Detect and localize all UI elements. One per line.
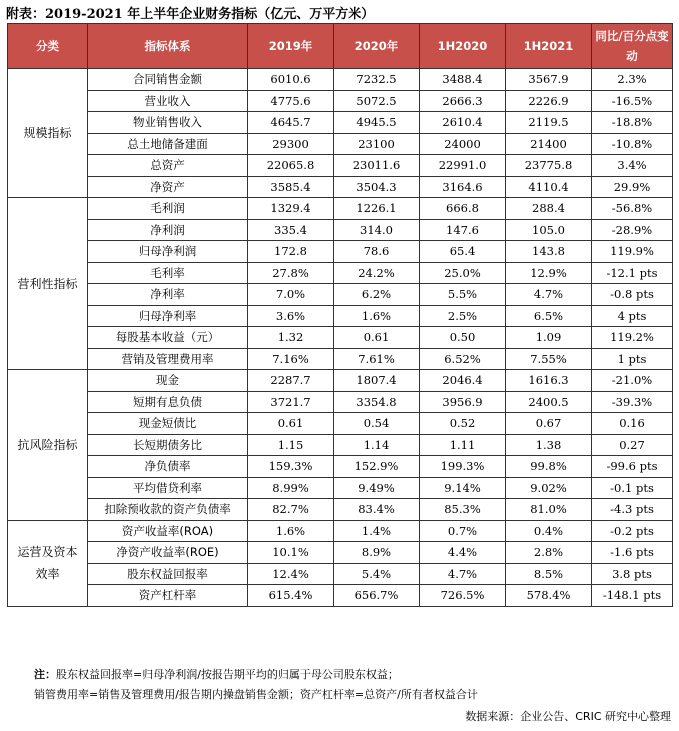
footnotes [34,665,478,705]
value-2019-cell: 7.16% [248,348,334,370]
change-cell: -56.8% [592,198,673,220]
indicator-cell: 归母净利润 [88,241,248,263]
value-2019-cell: 3585.4 [248,176,334,198]
value-1h2020-cell: 0.7% [420,520,506,542]
value-2020-cell: 23011.6 [334,155,420,177]
table-row [8,112,673,134]
value-2019-cell: 29300 [248,133,334,155]
change-cell: 0.16 [592,413,673,435]
value-1h2020-cell: 22991.0 [420,155,506,177]
value-1h2020-cell: 9.14% [420,477,506,499]
change-cell: -0.2 pts [592,520,673,542]
table-row [8,69,673,91]
table-row [8,90,673,112]
change-cell: -0.1 pts [592,477,673,499]
table-row [8,563,673,585]
value-2020-cell: 7.61% [334,348,420,370]
table-title: 附表：2019-2021 年上半年企业财务指标（亿元、万平方米） [6,7,375,22]
value-2019-cell: 6010.6 [248,69,334,91]
value-1h2021-cell: 143.8 [506,241,592,263]
value-1h2020-cell: 65.4 [420,241,506,263]
header-1h2020: 1H2020 [420,24,506,69]
value-2020-cell: 5072.5 [334,90,420,112]
value-2020-cell: 314.0 [334,219,420,241]
value-1h2020-cell: 3956.9 [420,391,506,413]
value-1h2020-cell: 5.5% [420,284,506,306]
value-1h2021-cell: 21400 [506,133,592,155]
data-source: 数据来源：企业公告、CRIC 研究中心整理 [465,710,671,723]
value-2020-cell: 8.9% [334,542,420,564]
change-cell: -39.3% [592,391,673,413]
value-2019-cell: 27.8% [248,262,334,284]
change-cell: -21.0% [592,370,673,392]
value-1h2021-cell: 105.0 [506,219,592,241]
indicator-cell: 归母净利率 [88,305,248,327]
value-1h2020-cell: 25.0% [420,262,506,284]
table-row [8,391,673,413]
value-1h2020-cell: 3488.4 [420,69,506,91]
change-cell: -12.1 pts [592,262,673,284]
change-cell: 119.2% [592,327,673,349]
value-2020-cell: 4945.5 [334,112,420,134]
note-line-1: 股东权益回报率=归母净利润/按报告期平均的归属于母公司股东权益； [56,668,399,681]
table-row [8,305,673,327]
value-2020-cell: 78.6 [334,241,420,263]
value-2019-cell: 1.6% [248,520,334,542]
value-1h2020-cell: 199.3% [420,456,506,478]
value-2020-cell: 9.49% [334,477,420,499]
value-1h2021-cell: 2400.5 [506,391,592,413]
table-row [8,499,673,521]
indicator-cell: 资产杠杆率 [88,585,248,607]
indicator-cell: 现金 [88,370,248,392]
value-1h2020-cell: 147.6 [420,219,506,241]
value-1h2021-cell: 99.8% [506,456,592,478]
value-2019-cell: 4645.7 [248,112,334,134]
indicator-cell: 每股基本收益（元） [88,327,248,349]
value-2019-cell: 22065.8 [248,155,334,177]
financial-indicators-table [7,23,673,607]
value-2019-cell: 1.15 [248,434,334,456]
indicator-cell: 总土地储备建面 [88,133,248,155]
value-2019-cell: 8.99% [248,477,334,499]
indicator-cell: 长短期债务比 [88,434,248,456]
indicator-cell: 营业收入 [88,90,248,112]
indicator-cell: 净利润 [88,219,248,241]
table-row [8,456,673,478]
value-2020-cell: 152.9% [334,456,420,478]
value-1h2020-cell: 0.50 [420,327,506,349]
value-2020-cell: 7232.5 [334,69,420,91]
value-2020-cell: 1226.1 [334,198,420,220]
value-1h2020-cell: 2.5% [420,305,506,327]
change-cell: 3.4% [592,155,673,177]
header-row [8,24,673,69]
value-2020-cell: 3354.8 [334,391,420,413]
value-1h2021-cell: 288.4 [506,198,592,220]
value-2019-cell: 1329.4 [248,198,334,220]
value-1h2021-cell: 1.09 [506,327,592,349]
value-2019-cell: 7.0% [248,284,334,306]
indicator-cell: 营销及管理费用率 [88,348,248,370]
value-2020-cell: 656.7% [334,585,420,607]
value-1h2020-cell: 24000 [420,133,506,155]
indicator-cell: 净资产收益率(ROE) [88,542,248,564]
value-1h2020-cell: 0.52 [420,413,506,435]
table-row [8,585,673,607]
table-row [8,262,673,284]
table-row [8,477,673,499]
change-cell: 119.9% [592,241,673,263]
change-cell: -10.8% [592,133,673,155]
value-1h2020-cell: 2610.4 [420,112,506,134]
value-1h2021-cell: 8.5% [506,563,592,585]
change-cell: -28.9% [592,219,673,241]
table-row [8,133,673,155]
indicator-cell: 净资产 [88,176,248,198]
category-cell: 抗风险指标 [8,370,88,521]
indicator-cell: 毛利率 [88,262,248,284]
header-2019: 2019年 [248,24,334,69]
value-1h2020-cell: 666.8 [420,198,506,220]
table-row [8,542,673,564]
value-1h2020-cell: 726.5% [420,585,506,607]
table-row [8,155,673,177]
table-row [8,327,673,349]
change-cell: 0.27 [592,434,673,456]
table-row [8,241,673,263]
indicator-cell: 合同销售金额 [88,69,248,91]
value-1h2021-cell: 23775.8 [506,155,592,177]
indicator-cell: 净负债率 [88,456,248,478]
value-1h2021-cell: 1616.3 [506,370,592,392]
value-1h2020-cell: 4.4% [420,542,506,564]
value-2020-cell: 1.14 [334,434,420,456]
value-1h2020-cell: 3164.6 [420,176,506,198]
change-cell: -18.8% [592,112,673,134]
value-2019-cell: 159.3% [248,456,334,478]
header-1h2021: 1H2021 [506,24,592,69]
value-1h2021-cell: 7.55% [506,348,592,370]
indicator-cell: 股东权益回报率 [88,563,248,585]
category-cell: 规模指标 [8,69,88,198]
value-2020-cell: 1.6% [334,305,420,327]
value-1h2020-cell: 2666.3 [420,90,506,112]
value-1h2021-cell: 4.7% [506,284,592,306]
table-row [8,370,673,392]
value-2019-cell: 1.32 [248,327,334,349]
value-2020-cell: 23100 [334,133,420,155]
category-cell: 营利性指标 [8,198,88,370]
indicator-cell: 短期有息负债 [88,391,248,413]
value-2020-cell: 83.4% [334,499,420,521]
value-2019-cell: 335.4 [248,219,334,241]
value-1h2021-cell: 1.38 [506,434,592,456]
indicator-cell: 扣除预收款的资产负债率 [88,499,248,521]
value-2020-cell: 5.4% [334,563,420,585]
value-1h2020-cell: 2046.4 [420,370,506,392]
value-2020-cell: 6.2% [334,284,420,306]
value-2019-cell: 3721.7 [248,391,334,413]
header-2020: 2020年 [334,24,420,69]
change-cell: -148.1 pts [592,585,673,607]
value-1h2021-cell: 0.67 [506,413,592,435]
change-cell: 4 pts [592,305,673,327]
indicator-cell: 总资产 [88,155,248,177]
table-row [8,413,673,435]
change-cell: -99.6 pts [592,456,673,478]
value-2019-cell: 12.4% [248,563,334,585]
table-row [8,219,673,241]
value-1h2021-cell: 12.9% [506,262,592,284]
value-2019-cell: 4775.6 [248,90,334,112]
value-1h2021-cell: 81.0% [506,499,592,521]
value-1h2021-cell: 3567.9 [506,69,592,91]
value-2019-cell: 0.61 [248,413,334,435]
change-cell: -0.8 pts [592,284,673,306]
value-2020-cell: 1.4% [334,520,420,542]
value-2020-cell: 0.54 [334,413,420,435]
header-category: 分类 [8,24,88,69]
value-1h2020-cell: 6.52% [420,348,506,370]
value-2019-cell: 172.8 [248,241,334,263]
value-1h2021-cell: 4110.4 [506,176,592,198]
value-2019-cell: 3.6% [248,305,334,327]
indicator-cell: 净利率 [88,284,248,306]
value-1h2021-cell: 0.4% [506,520,592,542]
value-1h2021-cell: 578.4% [506,585,592,607]
table-row [8,176,673,198]
value-1h2021-cell: 2119.5 [506,112,592,134]
table-row [8,284,673,306]
value-2019-cell: 2287.7 [248,370,334,392]
table-row [8,434,673,456]
indicator-cell: 毛利润 [88,198,248,220]
change-cell: 3.8 pts [592,563,673,585]
change-cell: -4.3 pts [592,499,673,521]
header-change: 同比/百分点变动 [592,24,673,69]
value-1h2021-cell: 9.02% [506,477,592,499]
change-cell: -16.5% [592,90,673,112]
change-cell: -1.6 pts [592,542,673,564]
note-line-2: 销管费用率=销售及管理费用/报告期内操盘销售金额；资产杠杆率=总资产/所有者权益合计 [34,688,478,701]
value-1h2020-cell: 85.3% [420,499,506,521]
table-row [8,348,673,370]
value-2020-cell: 3504.3 [334,176,420,198]
value-2019-cell: 82.7% [248,499,334,521]
header-indicator: 指标体系 [88,24,248,69]
value-1h2020-cell: 4.7% [420,563,506,585]
indicator-cell: 资产收益率(ROA) [88,520,248,542]
change-cell: 29.9% [592,176,673,198]
value-2020-cell: 24.2% [334,262,420,284]
value-2019-cell: 10.1% [248,542,334,564]
value-2020-cell: 0.61 [334,327,420,349]
value-1h2020-cell: 1.11 [420,434,506,456]
indicator-cell: 现金短债比 [88,413,248,435]
value-2019-cell: 615.4% [248,585,334,607]
notes-label: 注： [34,668,56,681]
value-2020-cell: 1807.4 [334,370,420,392]
table-row [8,198,673,220]
change-cell: 2.3% [592,69,673,91]
indicator-cell: 物业销售收入 [88,112,248,134]
table-row [8,520,673,542]
value-1h2021-cell: 2226.9 [506,90,592,112]
value-1h2021-cell: 2.8% [506,542,592,564]
value-1h2021-cell: 6.5% [506,305,592,327]
indicator-cell: 平均借贷利率 [88,477,248,499]
change-cell: 1 pts [592,348,673,370]
category-cell: 运营及资本效率 [8,520,88,606]
